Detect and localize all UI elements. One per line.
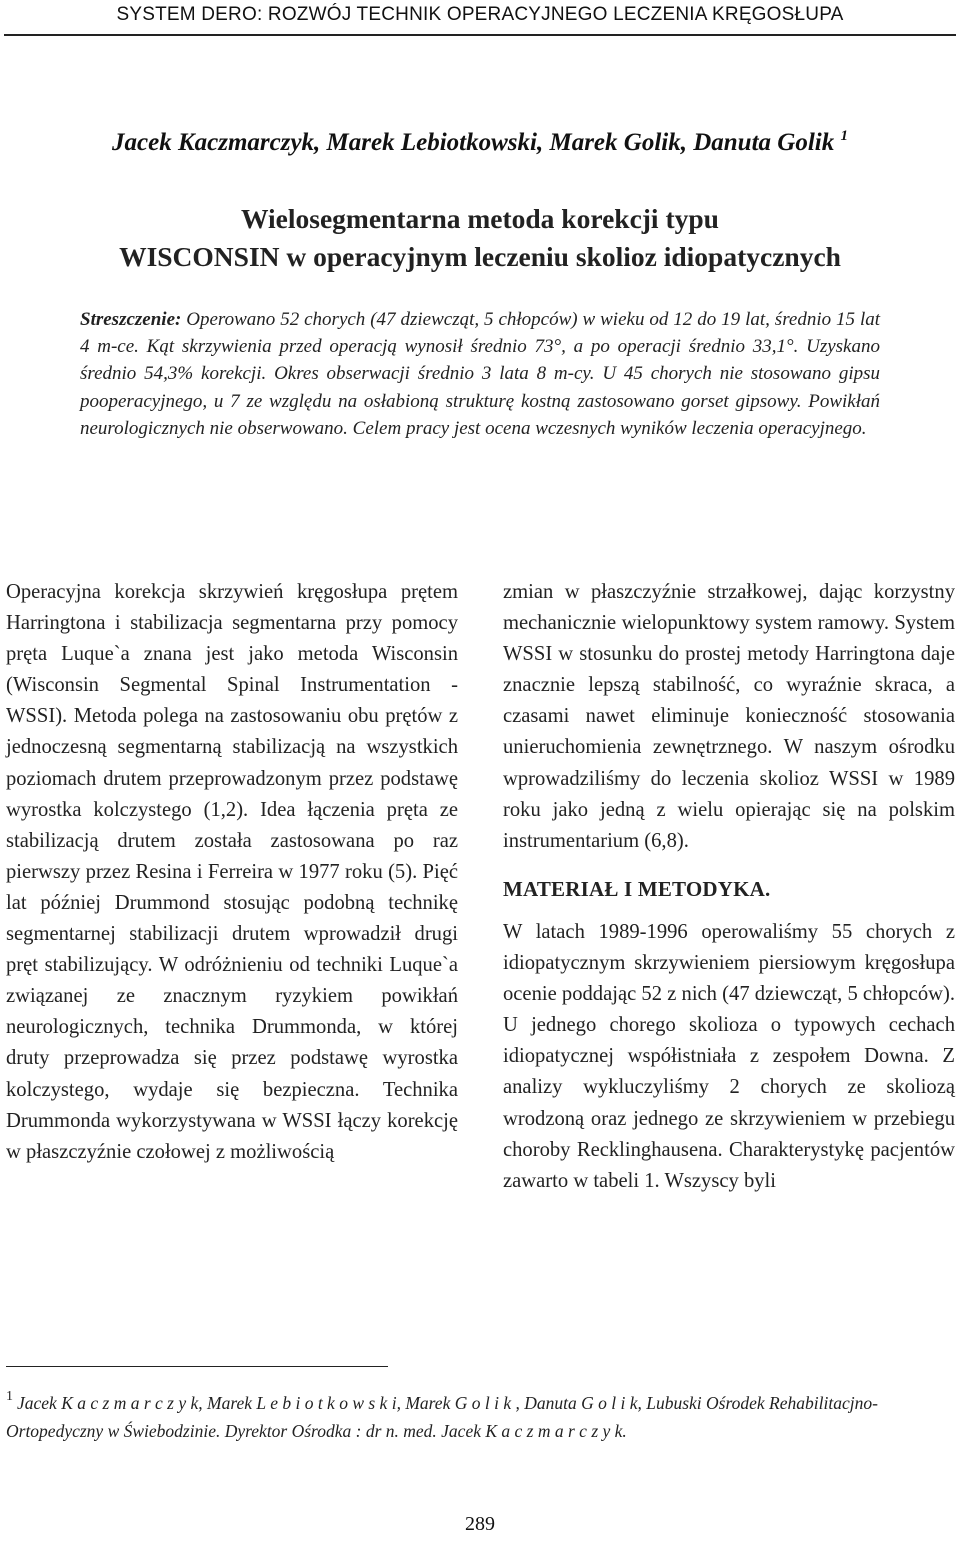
footnote [6, 1383, 952, 1445]
abstract-label: Streszczenie: [80, 309, 182, 330]
author-list [0, 128, 960, 157]
article-title [0, 200, 960, 276]
authors-footnote-marker: 1 [840, 128, 848, 144]
abstract-text: Operowano 52 chorych (47 dziewcząt, 5 chłopców) w wieku od 12 do 19 lat, średnio 15 lat 4 m-ce. Kąt skrzywienia przed operacją wynosił średnio 73°, a po operacji średnio 33,1°. Uzyskano średnio 54,3% korekcji. Okres obserwacji średnio 3 lata 8 m-cy. U 45 chorych nie stosowano gipsu pooperacyjnego, u 7 ze względu na osłabioną strukturę kostną zastosowano gorset gipsowy. Powikłań neurologicznych nie obserwowano. Celem pracy jest ocena wczesnych wyników leczenia operacyjnego. [80, 309, 880, 439]
header-rule [4, 34, 956, 36]
footnote-text: Jacek K a c z m a r c z y k, Marek L e b i o t k o w s k i, Marek G o l i k , Danuta G o l i k, Lubuski Ośrodek Rehabilitacjno-Ortopedyczny w Świebodzinie. Dyrektor Ośrodka : dr n. med. Jacek K a c z m a r c z y k. [6, 1393, 878, 1441]
right-column-paragraph-2: W latach 1989-1996 operowaliśmy 55 chorych z idiopatycznym skrzywieniem piersiowym kręgosłupa ocenie poddając 52 z nich (47 dziewcząt, 5 chłopców). U jednego chorego skolioza o typowych cechach idiopatycznej współistniała z zespołem Downa. Z analizy wykluczyliśmy 2 chorych ze skoliozą wrodzoną oraz jednego ze skrzywieniem w przebiegu choroby Recklinghausena. Charakterystykę pacjentów zawarto w tabeli 1. Wszyscy byli [503, 920, 955, 1192]
footnote-marker: 1 [6, 1389, 13, 1404]
right-column [503, 577, 955, 1197]
footnote-rule [6, 1366, 388, 1367]
title-line-1: Wielosegmentarna metoda korekcji typu [241, 203, 719, 234]
right-column-paragraph-1: zmian w płaszczyźnie strzałkowej, dając korzystny mechanicznie wielopunktowy system ramowy. System WSSI w stosunku do prostej metody Harringtona daje znacznie lepszą stabilność, co wyraźnie skraca, a czasami nawet eliminuje konieczność stosowania unieruchomienia zewnętrznego. W naszym ośrodku wprowadziliśmy do leczenia skolioz WSSI w 1989 roku jako jedną z wielu opierając się na polskim instrumentarium (6,8). [503, 581, 955, 852]
authors-text: Jacek Kaczmarczyk, Marek Lebiotkowski, Marek Golik, Danuta Golik [112, 129, 835, 156]
page-number: 289 [465, 1513, 495, 1535]
abstract [80, 306, 880, 442]
title-line-2: WISCONSIN w operacyjnym leczeniu skolioz idiopatycznych [119, 241, 841, 272]
running-head: SYSTEM DERO: ROZWÓJ TECHNIK OPERACYJNEGO LECZENIA KRĘGOSŁUPA [116, 4, 844, 25]
left-column [6, 577, 458, 1168]
left-column-paragraph: Operacyjna korekcja skrzywień kręgosłupa prętem Harringtona i stabilizacja segmentarna przy pomocy pręta Luque`a znana jest jako metoda Wisconsin (Wisconsin Segmental Spinal Instrumentation - WSSI). Metoda polega na zastosowaniu obu prętów z jednoczesną segmentarną stabilizacją na wszystkich poziomach drutem przeprowadzonym przez podstawę wyrostka kolczystego (1,2). Idea łączenia pręta ze stabilizacją drutem została zastosowana po raz pierwszy przez Resina i Ferreira w 1977 roku (5). Pięć lat później Drummond stosując podobną technikę segmentarnej stabilizacji drutem wprowadził drugi pręt stabilizujący. W odróżnieniu od techniki Luque`a związanej ze znacznym ryzykiem powikłań neurologicznych, technika Drummonda, w której druty przeprowadza się przez podstawę wyrostka kolczystego, wydaje się bezpieczna. Technika Drummonda wykorzystywana w WSSI łączy korekcję w płaszczyźnie czołowej z możliwością [6, 581, 458, 1163]
section-heading: MATERIAŁ I METODYKA. [503, 876, 771, 901]
